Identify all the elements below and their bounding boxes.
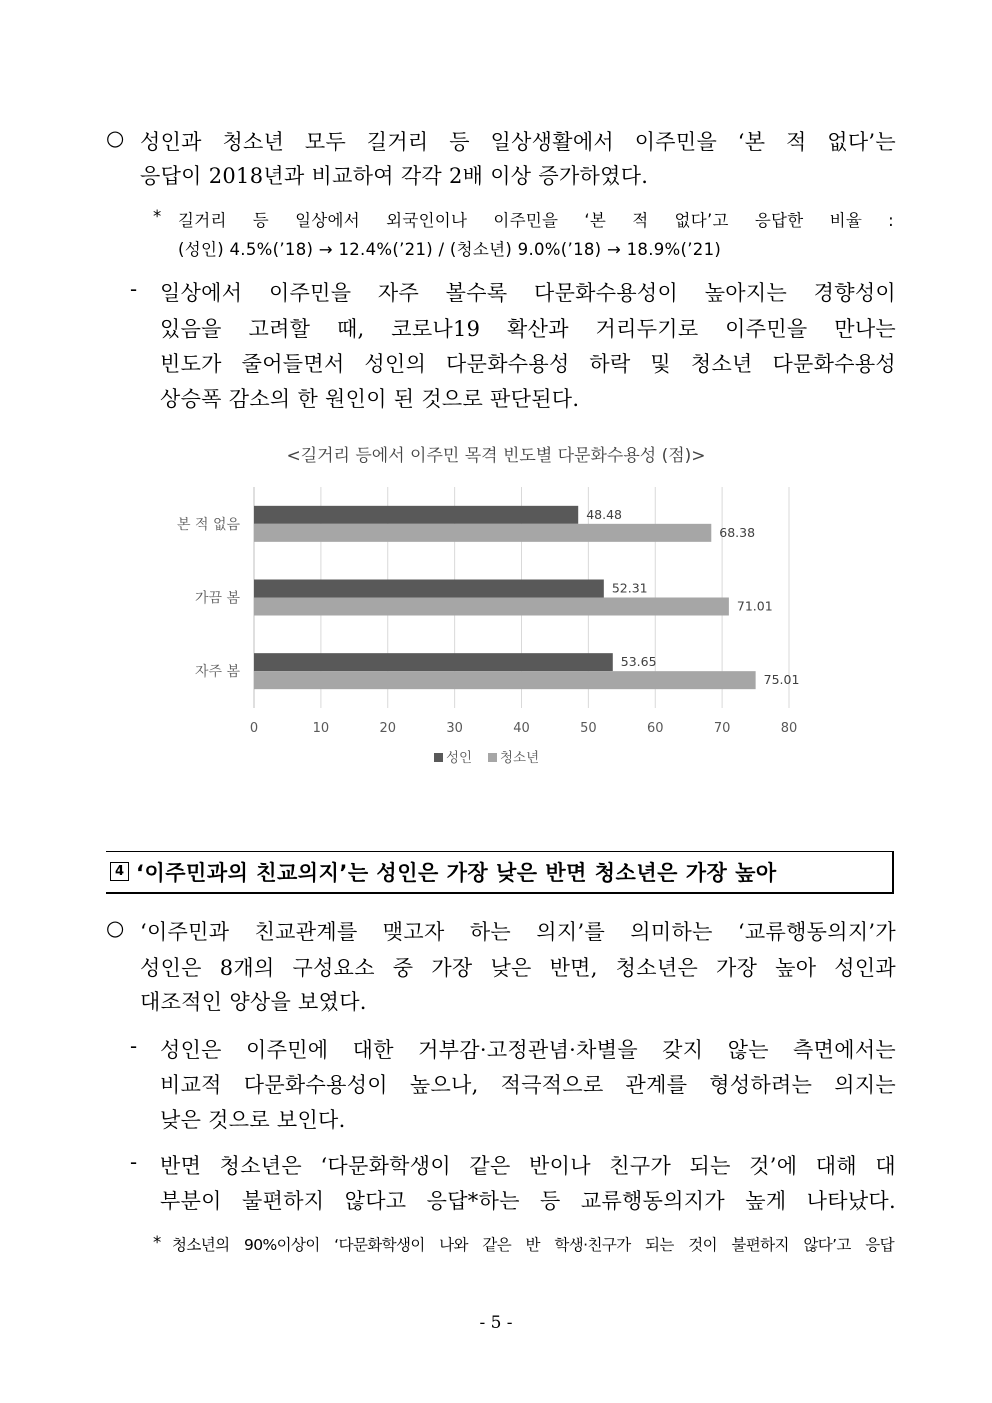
x-tick-label: 10 — [312, 721, 330, 736]
data-label: 53.65 — [620, 654, 657, 670]
x-tick-label: 0 — [249, 721, 259, 736]
section-title: ‘이주민과의 친교의지’는 성인은 가장 낮은 반면 청소년은 가장 높아 — [136, 861, 777, 885]
chart-title: <길거리 등에서 이주민 목격 빈도별 다문화수용성 (점)> — [286, 446, 706, 466]
paragraph-line: 비교적 다문화수용성이 높으나, 적극적으로 관계를 형성하려는 의지는 — [160, 1073, 896, 1097]
bar — [254, 671, 756, 689]
x-tick-label: 60 — [646, 721, 664, 736]
paragraph-line: 낮은 것으로 보인다. — [160, 1108, 346, 1132]
data-label: 75.01 — [763, 672, 800, 688]
paragraph-line: ‘이주민과 친교관계를 맺고자 하는 의지’를 의미하는 ‘교류행동의지’가 — [140, 920, 896, 944]
paragraph-line: 응답이 2018년과 비교하여 각각 2배 이상 증가하였다. — [140, 164, 649, 188]
bar — [254, 598, 729, 616]
paragraph-line: 상승폭 감소의 한 원인이 된 것으로 판단된다. — [160, 387, 580, 411]
bar — [254, 580, 604, 598]
chart-bars — [254, 506, 756, 689]
footnote-mark: * — [153, 1233, 162, 1252]
dash-marker: - — [130, 277, 138, 301]
paragraph-line: 일상에서 이주민을 자주 볼수록 다문화수용성이 높아지는 경향성이 — [160, 281, 896, 305]
x-tick-label: 70 — [713, 721, 731, 736]
page-number: - 5 - — [479, 1313, 513, 1333]
chart-legend — [434, 749, 539, 766]
bullet-circle: ○ — [106, 916, 125, 940]
data-label: 52.31 — [611, 580, 648, 596]
footnote-line: 길거리 등 일상에서 외국인이나 이주민을 ‘본 적 없다’고 응답한 비율 : — [178, 211, 894, 230]
y-category-label: 본 적 없음 — [177, 516, 240, 533]
bar — [254, 506, 578, 524]
bar — [254, 653, 613, 671]
paragraph-line: 있음을 고려할 때, 코로나19 확산과 거리두기로 이주민을 만나는 — [160, 317, 896, 341]
data-label: 71.01 — [736, 598, 773, 614]
paragraph-line: 빈도가 줄어들면서 성인의 다문화수용성 하락 및 청소년 다문화수용성 — [160, 352, 896, 376]
paragraph-line: 성인과 청소년 모두 길거리 등 일상생활에서 이주민을 ‘본 적 없다’는 — [140, 130, 896, 154]
footnote-line: (성인) 4.5%(’18) → 12.4%(’21) / (청소년) 9.0%(’18) → 18.9%(’21) — [178, 240, 722, 259]
paragraph-line: 성인은 8개의 구성요소 중 가장 낮은 반면, 청소년은 가장 높아 성인과 — [140, 956, 896, 980]
paragraph-line: 반면 청소년은 ‘다문화학생이 같은 반이나 친구가 되는 것’에 대해 대 — [160, 1154, 896, 1178]
data-label: 68.38 — [719, 524, 756, 540]
paragraph-line: 부분이 불편하지 않다고 응답*하는 등 교류행동의지가 높게 나타났다. — [160, 1189, 896, 1213]
footnote-line: 청소년의 90%이상이 ‘다문화학생이 나와 같은 반 학생·친구가 되는 것이 불편하지 않다’고 응답 — [172, 1236, 894, 1254]
dash-marker: - — [130, 1150, 138, 1174]
bullet-circle: ○ — [106, 126, 125, 150]
x-tick-label: 20 — [379, 721, 397, 736]
x-tick-label: 50 — [580, 721, 597, 736]
footnote-mark: * — [153, 207, 162, 226]
bar — [254, 524, 711, 542]
legend-label: 성인 — [446, 750, 473, 766]
y-category-label: 가끔 봄 — [194, 590, 240, 607]
x-tick-label: 30 — [446, 721, 463, 736]
y-category-label: 자주 봄 — [194, 664, 240, 681]
legend-swatch — [434, 753, 443, 762]
data-label: 48.48 — [586, 506, 623, 522]
paragraph-line: 대조적인 양상을 보였다. — [140, 990, 367, 1014]
legend-swatch — [488, 753, 497, 762]
x-tick-label: 40 — [513, 721, 530, 736]
paragraph-line: 성인은 이주민에 대한 거부감·고정관념·차별을 갖지 않는 측면에서는 — [160, 1038, 896, 1062]
section-number: 4 — [110, 862, 129, 881]
legend-label: 청소년 — [500, 750, 540, 766]
x-tick-label: 80 — [780, 721, 798, 736]
dash-marker: - — [130, 1034, 138, 1058]
